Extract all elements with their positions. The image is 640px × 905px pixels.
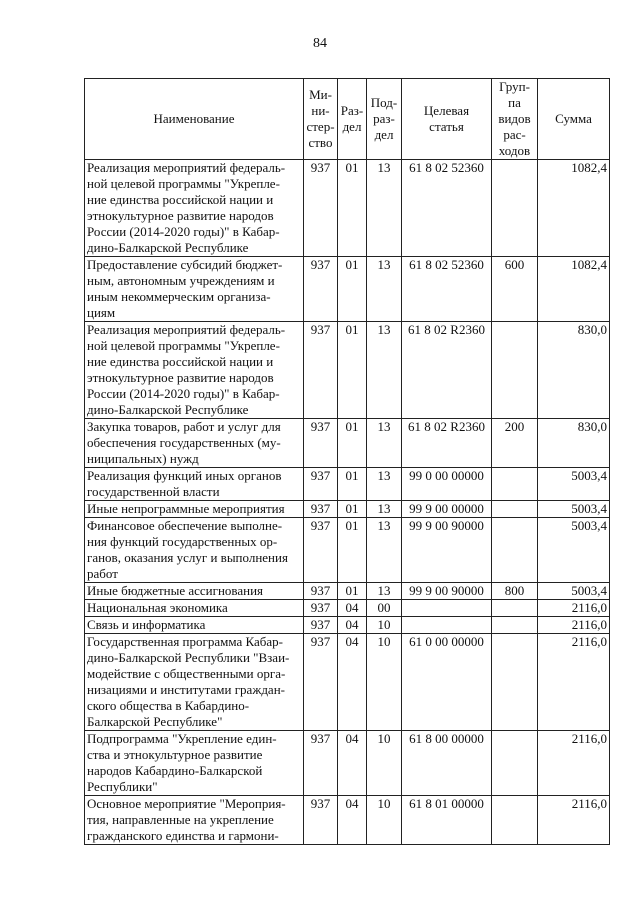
header-target: Целевая статья xyxy=(402,79,492,160)
header-group: Груп- па видов рас- ходов xyxy=(492,79,538,160)
row-section: 04 xyxy=(338,796,367,845)
row-sum: 830,0 xyxy=(538,322,610,419)
row-section: 04 xyxy=(338,617,367,634)
row-ministry: 937 xyxy=(304,257,338,322)
row-section: 04 xyxy=(338,634,367,731)
row-group xyxy=(492,634,538,731)
row-subsection: 13 xyxy=(367,468,402,501)
table-row xyxy=(85,617,610,634)
row-sum: 2116,0 xyxy=(538,600,610,617)
row-sum: 1082,4 xyxy=(538,257,610,322)
row-section: 04 xyxy=(338,731,367,796)
header-sum: Сумма xyxy=(538,79,610,160)
row-subsection: 00 xyxy=(367,600,402,617)
row-ministry: 937 xyxy=(304,419,338,468)
row-target: 99 9 00 90000 xyxy=(402,518,492,583)
row-section: 01 xyxy=(338,160,367,257)
row-name: Предоставление субсидий бюджет- ным, автономным учреждениям и иным некоммерческим организа- циям xyxy=(85,257,304,322)
row-section: 01 xyxy=(338,257,367,322)
row-target xyxy=(402,617,492,634)
row-section: 04 xyxy=(338,600,367,617)
row-group: 600 xyxy=(492,257,538,322)
row-target: 99 9 00 00000 xyxy=(402,501,492,518)
row-subsection: 13 xyxy=(367,518,402,583)
row-group: 800 xyxy=(492,583,538,600)
row-name: Государственная программа Кабар- дино-Балкарской Республики "Взаи- модействие с общественными орга- низациями и институтами граждан- ского общества в Кабардино- Балкарской Республике" xyxy=(85,634,304,731)
row-sum: 1082,4 xyxy=(538,160,610,257)
table-row xyxy=(85,501,610,518)
row-ministry: 937 xyxy=(304,796,338,845)
row-subsection: 13 xyxy=(367,160,402,257)
row-ministry: 937 xyxy=(304,518,338,583)
row-name: Финансовое обеспечение выполне- ния функций государственных ор- ганов, оказания услуг и выполнения работ xyxy=(85,518,304,583)
row-sum: 2116,0 xyxy=(538,796,610,845)
row-target: 99 9 00 90000 xyxy=(402,583,492,600)
header-ministry: Ми- ни- стер- ство xyxy=(304,79,338,160)
row-target: 61 8 00 00000 xyxy=(402,731,492,796)
row-ministry: 937 xyxy=(304,468,338,501)
row-subsection: 13 xyxy=(367,583,402,600)
row-ministry: 937 xyxy=(304,583,338,600)
row-ministry: 937 xyxy=(304,617,338,634)
row-name: Связь и информатика xyxy=(85,617,304,634)
row-section: 01 xyxy=(338,501,367,518)
row-ministry: 937 xyxy=(304,322,338,419)
row-target: 61 8 02 R2360 xyxy=(402,322,492,419)
table-row xyxy=(85,583,610,600)
row-section: 01 xyxy=(338,518,367,583)
row-group xyxy=(492,617,538,634)
row-ministry: 937 xyxy=(304,634,338,731)
row-subsection: 13 xyxy=(367,501,402,518)
row-ministry: 937 xyxy=(304,600,338,617)
row-subsection: 13 xyxy=(367,257,402,322)
row-section: 01 xyxy=(338,468,367,501)
row-sum: 5003,4 xyxy=(538,518,610,583)
table-row xyxy=(85,160,610,257)
header-section: Раз- дел xyxy=(338,79,367,160)
budget-table xyxy=(84,78,610,845)
row-sum: 830,0 xyxy=(538,419,610,468)
row-subsection: 13 xyxy=(367,322,402,419)
table-row xyxy=(85,419,610,468)
row-sum: 2116,0 xyxy=(538,634,610,731)
row-name: Основное мероприятие "Мероприя- тия, направленные на укрепление гражданского единства и гармони- xyxy=(85,796,304,845)
row-subsection: 10 xyxy=(367,617,402,634)
row-sum: 2116,0 xyxy=(538,731,610,796)
row-target: 61 8 02 52360 xyxy=(402,257,492,322)
table-row xyxy=(85,322,610,419)
row-section: 01 xyxy=(338,419,367,468)
row-group xyxy=(492,600,538,617)
row-target: 61 8 02 R2360 xyxy=(402,419,492,468)
page-number: 84 xyxy=(313,36,327,51)
header-name: Наименование xyxy=(85,79,304,160)
row-name: Национальная экономика xyxy=(85,600,304,617)
row-ministry: 937 xyxy=(304,160,338,257)
row-target xyxy=(402,600,492,617)
row-group xyxy=(492,796,538,845)
row-section: 01 xyxy=(338,322,367,419)
row-name: Реализация мероприятий федераль- ной целевой программы "Укрепле- ние единства российской нации и этнокультурное развитие народов России (2014-2020 годы)" в Кабар- дино-Балкарской Республике xyxy=(85,160,304,257)
row-group xyxy=(492,501,538,518)
row-subsection: 10 xyxy=(367,796,402,845)
row-sum: 5003,4 xyxy=(538,501,610,518)
row-target: 61 8 02 52360 xyxy=(402,160,492,257)
row-subsection: 13 xyxy=(367,419,402,468)
row-name: Подпрограмма "Укрепление един- ства и этнокультурное развитие народов Кабардино-Балкарской Республики" xyxy=(85,731,304,796)
row-name: Реализация мероприятий федераль- ной целевой программы "Укрепле- ние единства российской нации и этнокультурное развитие народов России (2014-2020 годы)" в Кабар- дино-Балкарской Республике xyxy=(85,322,304,419)
row-name: Иные бюджетные ассигнования xyxy=(85,583,304,600)
header-subsection: Под- раз- дел xyxy=(367,79,402,160)
table-row xyxy=(85,634,610,731)
row-subsection: 10 xyxy=(367,634,402,731)
row-group xyxy=(492,468,538,501)
row-sum: 2116,0 xyxy=(538,617,610,634)
row-ministry: 937 xyxy=(304,731,338,796)
row-ministry: 937 xyxy=(304,501,338,518)
row-group: 200 xyxy=(492,419,538,468)
table-row xyxy=(85,257,610,322)
table-row xyxy=(85,796,610,845)
row-target: 99 0 00 00000 xyxy=(402,468,492,501)
table-header xyxy=(85,79,610,160)
row-name: Иные непрограммные мероприятия xyxy=(85,501,304,518)
table-row xyxy=(85,600,610,617)
table-row xyxy=(85,518,610,583)
row-group xyxy=(492,322,538,419)
table-row xyxy=(85,468,610,501)
row-target: 61 8 01 00000 xyxy=(402,796,492,845)
table-body xyxy=(85,160,610,845)
row-group xyxy=(492,160,538,257)
row-name: Закупка товаров, работ и услуг для обеспечения государственных (му- ниципальных) нужд xyxy=(85,419,304,468)
row-target: 61 0 00 00000 xyxy=(402,634,492,731)
row-group xyxy=(492,731,538,796)
table-row xyxy=(85,731,610,796)
row-group xyxy=(492,518,538,583)
row-subsection: 10 xyxy=(367,731,402,796)
row-sum: 5003,4 xyxy=(538,468,610,501)
row-sum: 5003,4 xyxy=(538,583,610,600)
row-name: Реализация функций иных органов государственной власти xyxy=(85,468,304,501)
row-section: 01 xyxy=(338,583,367,600)
